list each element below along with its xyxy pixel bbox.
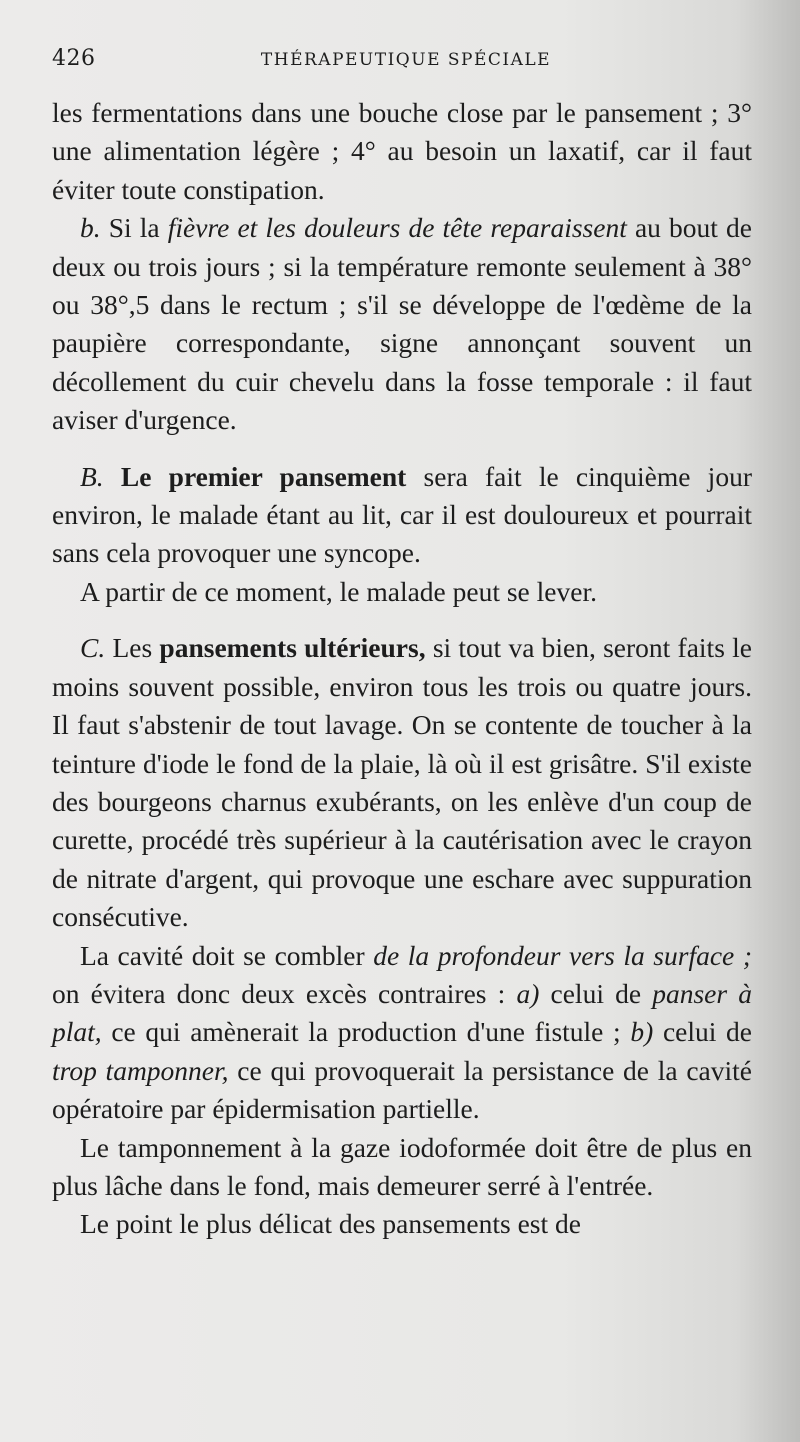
paragraph-first-dressing bbox=[52, 458, 752, 573]
body-text bbox=[52, 94, 752, 1244]
text-span: Les bbox=[105, 632, 160, 664]
text-span: celui de bbox=[539, 977, 653, 1009]
paragraph-delicate-point: Le point le plus délicat des pansements est de bbox=[80, 1208, 581, 1240]
section-marker: B. bbox=[80, 460, 104, 492]
item-marker: a) bbox=[516, 977, 540, 1009]
page-header bbox=[52, 44, 760, 80]
bold-span: Le premier pansement bbox=[103, 460, 407, 492]
paragraph-fever bbox=[52, 209, 752, 439]
text-span: au bout de deux ou trois jours ; si la température remonte seulement à 38° ou 38°,5 dans le rectum ; s'il se développe de l'œdème de la paupière correspondante, signe annonçant souvent un décollement du cuir chevelu dans la fosse temporale : il faut aviser d'urgence. bbox=[52, 212, 752, 436]
italic-span: de la profondeur vers la surface ; bbox=[373, 939, 752, 971]
italic-span: fièvre et les douleurs de tête reparaissent bbox=[167, 212, 627, 244]
text-span: ce qui amènerait la production d'une fistule ; bbox=[101, 1016, 631, 1048]
item-marker: b. bbox=[80, 212, 101, 244]
page-number: 426 bbox=[52, 46, 96, 71]
italic-span: panser à plat, bbox=[52, 977, 752, 1048]
paragraph-packing: Le tamponnement à la gaze iodoformée doit être de plus en plus lâche dans le fond, mais demeurer serré à l'entrée. bbox=[52, 1131, 752, 1201]
paragraph-cavity bbox=[52, 937, 752, 1129]
text-span: sera fait le cinquième jour environ, le malade étant au lit, car il est douloureux et pourrait sans cela provoquer une syncope. bbox=[52, 460, 752, 569]
text-span: celui de bbox=[653, 1016, 753, 1048]
section-marker: C. bbox=[80, 632, 106, 664]
item-marker: b) bbox=[630, 1016, 654, 1048]
running-title: THÉRAPEUTIQUE SPÉCIALE bbox=[260, 50, 552, 70]
text-span: La cavité doit se combler bbox=[80, 939, 374, 971]
text-span: on évitera donc deux excès contraires : bbox=[52, 977, 517, 1009]
paragraph-getting-up: A partir de ce moment, le malade peut se lever. bbox=[80, 575, 597, 607]
italic-span: trop tamponner, bbox=[52, 1054, 229, 1086]
paragraph-continuation: les fermentations dans une bouche close par le pansement ; 3° une alimentation légère ; 4° au besoin un laxatif, car il faut éviter toute constipation. bbox=[52, 97, 752, 205]
bold-span: pansements ultérieurs, bbox=[159, 632, 426, 664]
text-span: ce qui provoquerait la persistance de la cavité opératoire par épidermisation partielle. bbox=[52, 1054, 752, 1125]
text-span: si tout va bien, seront faits le moins souvent possible, environ tous les trois ou quatre jours. Il faut s'abstenir de tout lavage. On se contente de toucher à la teinture d'iode le fond de la plaie, là où il est grisâtre. S'il existe des bourgeons charnus exubérants, on les enlève d'un coup de curette, procédé très supérieur à la cautérisation avec le crayon de nitrate d'argent, qui provoque une eschare avec suppuration consécutive. bbox=[52, 632, 752, 933]
text-span: Si la bbox=[100, 212, 168, 244]
paragraph-later-dressings bbox=[52, 629, 752, 936]
